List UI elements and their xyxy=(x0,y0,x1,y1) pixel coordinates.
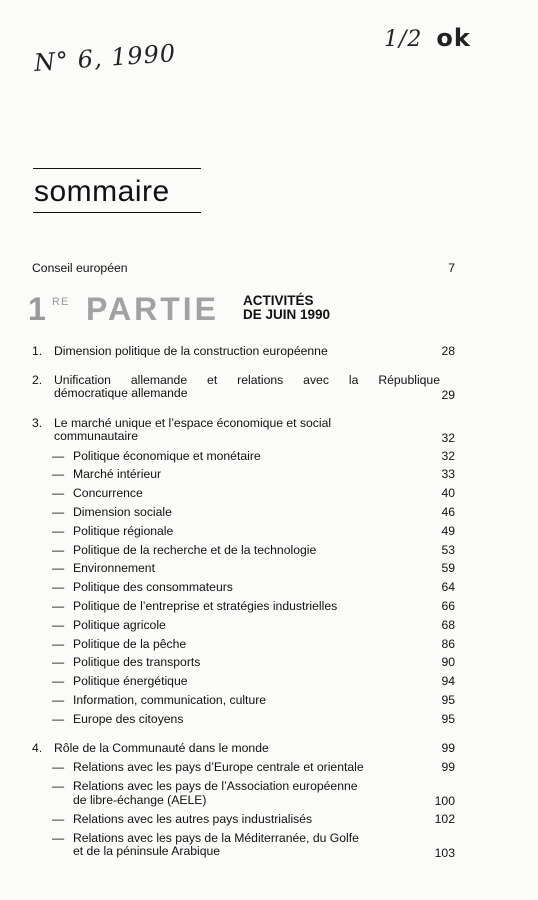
dash-bullet: — xyxy=(52,449,65,463)
part-subtitle xyxy=(243,294,330,322)
subitem-page: 53 xyxy=(441,543,455,557)
section-title: Dimension politique de la construction européenne xyxy=(54,344,328,358)
subitem-page: 95 xyxy=(441,693,455,707)
subitem-page: 46 xyxy=(441,505,455,519)
dash-bullet: — xyxy=(52,486,65,500)
dash-bullet: — xyxy=(52,674,65,688)
subitem-title: Politique économique et monétaire xyxy=(73,449,261,463)
subitem-page: 95 xyxy=(441,712,455,726)
section-title-line2: démocratique allemande xyxy=(54,386,188,400)
part-word: PARTIE xyxy=(86,291,219,327)
subitem-title: Politique énergétique xyxy=(73,674,188,688)
dash-bullet: — xyxy=(52,505,65,519)
section-page: 28 xyxy=(441,344,455,358)
dash-bullet: — xyxy=(52,655,65,669)
section-title-line2: communautaire xyxy=(54,429,138,443)
toc-intro-page: 7 xyxy=(448,261,455,275)
dash-bullet: — xyxy=(52,712,65,726)
dash-bullet: — xyxy=(52,543,65,557)
section-number: 1. xyxy=(32,344,43,358)
section-page: 99 xyxy=(441,741,455,755)
dash-bullet: — xyxy=(52,779,65,793)
section-number: 2. xyxy=(32,373,43,387)
subitem-title: Politique de la recherche et de la technologie xyxy=(73,543,317,557)
handwritten-fraction: 1/2 xyxy=(384,27,423,52)
toc-intro-label: Conseil européen xyxy=(32,261,128,275)
subitem-title-line1: Relations avec les pays de l’Association européenne xyxy=(73,779,358,793)
subitem-title: Marché intérieur xyxy=(73,467,162,481)
subitem-page: 99 xyxy=(441,760,455,774)
dash-bullet: — xyxy=(52,580,65,594)
part-number: 1 xyxy=(28,291,45,327)
part-subtitle-line2: DE JUIN 1990 xyxy=(243,307,331,322)
subitem-page: 100 xyxy=(434,794,455,808)
section-page: 29 xyxy=(441,388,455,402)
subitem-page: 40 xyxy=(441,486,455,500)
subitem-page: 102 xyxy=(434,812,455,826)
subitem-page: 32 xyxy=(441,449,455,463)
section-title-line1: Unification allemande et relations avec la République xyxy=(54,373,440,387)
part-number-superscript: RE xyxy=(52,296,70,308)
dash-bullet: — xyxy=(52,637,65,651)
handwritten-ok: ok xyxy=(436,24,471,52)
subitem-page: 90 xyxy=(441,655,455,669)
subitem-page: 33 xyxy=(441,467,455,481)
subitem-title: Information, communication, culture xyxy=(73,693,267,707)
subitem-title: Dimension sociale xyxy=(73,505,172,519)
page-title: sommaire xyxy=(34,175,170,208)
section-number: 3. xyxy=(32,416,43,430)
dash-bullet: — xyxy=(52,693,65,707)
subitem-title: Politique des transports xyxy=(73,655,201,669)
subitem-title: Politique de l’entreprise et stratégies industrielles xyxy=(73,599,338,613)
dash-bullet: — xyxy=(52,831,65,845)
subitem-title: Relations avec les autres pays industrialisés xyxy=(73,812,313,826)
section-title-line1: Le marché unique et l’espace économique et social xyxy=(54,416,332,430)
dash-bullet: — xyxy=(52,599,65,613)
title-underline xyxy=(33,212,201,213)
subitem-title: Politique agricole xyxy=(73,618,166,632)
dash-bullet: — xyxy=(52,760,65,774)
handwritten-annotation xyxy=(384,24,471,52)
subitem-page: 59 xyxy=(441,561,455,575)
dash-bullet: — xyxy=(52,561,65,575)
subitem-title: Concurrence xyxy=(73,486,143,500)
subitem-title: Europe des citoyens xyxy=(73,712,184,726)
subitem-title: Relations avec les pays d’Europe centrale et orientale xyxy=(73,760,364,774)
section-title: Rôle de la Communauté dans le monde xyxy=(54,741,269,755)
subitem-title: Politique des consommateurs xyxy=(73,580,233,594)
subitem-title-line2: et de la péninsule Arabique xyxy=(73,844,221,858)
section-number: 4. xyxy=(32,741,43,755)
subitem-page: 103 xyxy=(434,846,455,860)
subitem-title: Politique régionale xyxy=(73,524,174,538)
subitem-page: 66 xyxy=(441,599,455,613)
dash-bullet: — xyxy=(52,812,65,826)
subitem-page: 68 xyxy=(441,618,455,632)
subitem-title: Politique de la pêche xyxy=(73,637,187,651)
part-subtitle-line1: ACTIVITÉS xyxy=(243,293,314,308)
title-top-rule xyxy=(33,168,201,169)
subitem-title: Environnement xyxy=(73,561,155,575)
subitem-page: 86 xyxy=(441,637,455,651)
part-header xyxy=(28,291,448,331)
subitem-page: 64 xyxy=(441,580,455,594)
handwritten-issue-number: N° 6, 1990 xyxy=(33,39,178,77)
subitem-page: 49 xyxy=(441,524,455,538)
subitem-title-line2: de libre-échange (AELE) xyxy=(73,793,207,807)
section-page: 32 xyxy=(441,431,455,445)
dash-bullet: — xyxy=(52,618,65,632)
subitem-title-line1: Relations avec les pays de la Méditerranée, du Golfe xyxy=(73,831,359,845)
subitem-page: 94 xyxy=(441,674,455,688)
dash-bullet: — xyxy=(52,524,65,538)
dash-bullet: — xyxy=(52,467,65,481)
